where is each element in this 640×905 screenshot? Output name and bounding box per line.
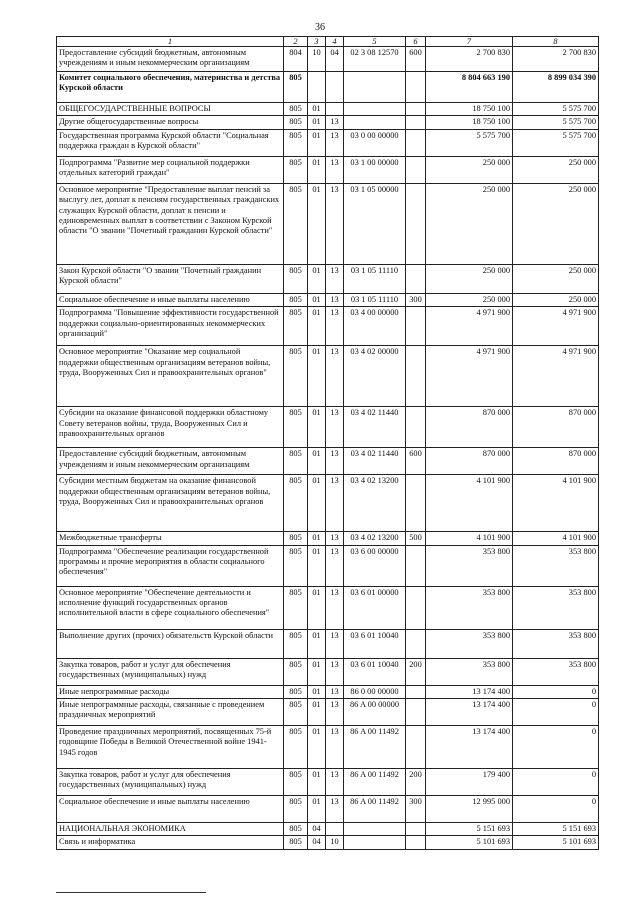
row-code-section: 01: [308, 586, 326, 629]
row-name: Предоставление субсидий бюджетным, автономным учреждениям и иным некоммерческим организациям: [57, 448, 284, 475]
table-row: [57, 307, 599, 346]
row-amount-year2: 5 575 700: [513, 129, 599, 156]
table-row: [57, 586, 599, 629]
row-code-ministry: 805: [284, 796, 308, 823]
row-code-expense-type: [406, 264, 426, 293]
row-amount-year1: 870 000: [426, 448, 513, 475]
row-amount-year1: 13 174 400: [426, 726, 513, 769]
row-code-target: 03 4 02 11440: [344, 407, 406, 448]
row-code-expense-type: 300: [406, 293, 426, 306]
row-code-ministry: 804: [284, 47, 308, 72]
row-code-target: 03 1 05 11110: [344, 264, 406, 293]
table-row: [57, 72, 599, 103]
row-code-ministry: 805: [284, 823, 308, 836]
row-code-subsection: 13: [326, 116, 344, 129]
row-amount-year2: 0: [513, 699, 599, 726]
row-code-subsection: 13: [326, 264, 344, 293]
row-code-section: 04: [308, 836, 326, 849]
row-code-target: 03 6 01 10040: [344, 629, 406, 658]
row-code-subsection: 13: [326, 407, 344, 448]
table-row: [57, 475, 599, 532]
row-code-expense-type: [406, 586, 426, 629]
row-code-expense-type: [406, 629, 426, 658]
row-code-ministry: 805: [284, 658, 308, 685]
row-name: Другие общегосударственные вопросы: [57, 116, 284, 129]
row-code-section: 01: [308, 156, 326, 183]
row-code-section: 01: [308, 448, 326, 475]
row-amount-year2: 353 800: [513, 658, 599, 685]
row-code-section: 01: [308, 545, 326, 586]
row-code-ministry: 805: [284, 586, 308, 629]
row-code-section: 01: [308, 264, 326, 293]
row-code-section: 01: [308, 293, 326, 306]
row-code-target: 03 6 01 10040: [344, 658, 406, 685]
row-amount-year1: 353 800: [426, 658, 513, 685]
table-row: [57, 129, 599, 156]
row-code-subsection: 04: [326, 47, 344, 72]
table-row: [57, 769, 599, 796]
row-code-section: 01: [308, 346, 326, 407]
row-code-ministry: 805: [284, 545, 308, 586]
row-amount-year1: 250 000: [426, 156, 513, 183]
row-code-subsection: 13: [326, 796, 344, 823]
row-code-subsection: 10: [326, 836, 344, 849]
table-row: [57, 156, 599, 183]
table-row: [57, 183, 599, 264]
row-amount-year2: 5 575 700: [513, 116, 599, 129]
row-code-expense-type: 300: [406, 796, 426, 823]
row-code-subsection: 13: [326, 448, 344, 475]
row-code-target: [344, 836, 406, 849]
row-code-subsection: [326, 103, 344, 116]
row-amount-year1: 4 101 900: [426, 532, 513, 545]
row-code-expense-type: 200: [406, 769, 426, 796]
row-code-expense-type: [406, 183, 426, 264]
row-code-subsection: 13: [326, 346, 344, 407]
column-header: 2: [284, 37, 308, 47]
row-amount-year2: 4 971 900: [513, 307, 599, 346]
row-code-section: 01: [308, 685, 326, 698]
row-code-subsection: 13: [326, 475, 344, 532]
row-code-expense-type: 500: [406, 532, 426, 545]
row-code-target: 86 0 00 00000: [344, 685, 406, 698]
table-row: [57, 532, 599, 545]
column-header: 8: [513, 37, 599, 47]
row-name: Основное мероприятие "Предоставление выплат пенсий за выслугу лет, доплат к пенсиям государственных гражданских служащих Курской области, доплат к пенсии и единовременных выплат в соответствии с Законом Курской области "О звании "Почетный гражданин Курской области": [57, 183, 284, 264]
row-amount-year2: 870 000: [513, 448, 599, 475]
row-code-section: 01: [308, 407, 326, 448]
row-name: Закупка товаров, работ и услуг для обеспечения государственных (муниципальных) нужд: [57, 658, 284, 685]
column-header-row: [57, 37, 599, 47]
row-code-target: 03 4 02 11440: [344, 448, 406, 475]
row-code-section: 01: [308, 658, 326, 685]
row-code-section: 01: [308, 307, 326, 346]
row-code-ministry: 805: [284, 448, 308, 475]
row-code-ministry: 805: [284, 629, 308, 658]
row-amount-year2: 5 575 700: [513, 103, 599, 116]
table-row: [57, 264, 599, 293]
row-amount-year1: 250 000: [426, 264, 513, 293]
row-code-expense-type: [406, 346, 426, 407]
table-row: [57, 823, 599, 836]
row-amount-year2: 870 000: [513, 407, 599, 448]
row-code-expense-type: [406, 129, 426, 156]
row-code-expense-type: [406, 475, 426, 532]
row-code-expense-type: [406, 103, 426, 116]
row-code-ministry: 805: [284, 685, 308, 698]
row-code-target: 02 3 08 12570: [344, 47, 406, 72]
row-code-target: 03 1 05 00000: [344, 183, 406, 264]
row-amount-year2: 353 800: [513, 545, 599, 586]
row-amount-year1: 4 971 900: [426, 307, 513, 346]
row-code-expense-type: [406, 545, 426, 586]
row-code-target: 03 1 00 00000: [344, 156, 406, 183]
row-code-target: 86 A 00 11492: [344, 769, 406, 796]
row-code-target: [344, 116, 406, 129]
row-amount-year1: 250 000: [426, 293, 513, 306]
row-code-subsection: 13: [326, 685, 344, 698]
row-amount-year2: 353 800: [513, 629, 599, 658]
row-code-expense-type: [406, 726, 426, 769]
row-amount-year2: 4 971 900: [513, 346, 599, 407]
row-code-expense-type: 200: [406, 658, 426, 685]
row-code-section: 01: [308, 699, 326, 726]
row-code-expense-type: [406, 699, 426, 726]
row-code-target: 86 A 00 00000: [344, 699, 406, 726]
row-amount-year1: 250 000: [426, 183, 513, 264]
row-code-section: 01: [308, 629, 326, 658]
row-code-ministry: 805: [284, 103, 308, 116]
row-code-subsection: 13: [326, 129, 344, 156]
table-row: [57, 448, 599, 475]
row-amount-year2: 5 151 693: [513, 823, 599, 836]
row-amount-year2: 8 899 034 390: [513, 72, 599, 103]
row-code-subsection: [326, 72, 344, 103]
row-code-target: 03 0 00 00000: [344, 129, 406, 156]
row-amount-year1: 5 151 693: [426, 823, 513, 836]
row-name: НАЦИОНАЛЬНАЯ ЭКОНОМИКА: [57, 823, 284, 836]
row-amount-year1: 179 400: [426, 769, 513, 796]
row-code-subsection: 13: [326, 726, 344, 769]
row-code-ministry: 805: [284, 769, 308, 796]
row-code-subsection: 13: [326, 658, 344, 685]
row-code-subsection: [326, 823, 344, 836]
row-code-ministry: 805: [284, 129, 308, 156]
column-header: 1: [57, 37, 284, 47]
row-code-section: 01: [308, 532, 326, 545]
row-code-ministry: 805: [284, 156, 308, 183]
row-amount-year1: 8 804 663 190: [426, 72, 513, 103]
row-code-target: 86 A 00 11492: [344, 726, 406, 769]
row-code-section: 01: [308, 769, 326, 796]
row-name: Субсидии на оказание финансовой поддержки областному Совету ветеранов войны, труда, Вооруженных Сил и правоохранительных органов: [57, 407, 284, 448]
row-code-ministry: 805: [284, 116, 308, 129]
row-amount-year1: 13 174 400: [426, 699, 513, 726]
table-row: [57, 658, 599, 685]
row-code-subsection: 13: [326, 629, 344, 658]
row-code-section: 01: [308, 103, 326, 116]
row-code-expense-type: [406, 72, 426, 103]
row-code-section: 01: [308, 116, 326, 129]
row-name: Государственная программа Курской области "Социальная поддержка граждан в Курской области": [57, 129, 284, 156]
row-name: Иные непрограммные расходы, связанные с проведением праздничных мероприятий: [57, 699, 284, 726]
row-amount-year2: 250 000: [513, 264, 599, 293]
table-row: [57, 545, 599, 586]
row-code-expense-type: [406, 823, 426, 836]
row-name: Подпрограмма "Развитие мер социальной поддержки отдельных категорий граждан": [57, 156, 284, 183]
row-code-ministry: 805: [284, 532, 308, 545]
row-name: ОБЩЕГОСУДАРСТВЕННЫЕ ВОПРОСЫ: [57, 103, 284, 116]
row-amount-year2: 250 000: [513, 293, 599, 306]
row-code-target: 03 4 02 13200: [344, 532, 406, 545]
row-code-ministry: 805: [284, 293, 308, 306]
row-code-target: 03 4 02 13200: [344, 475, 406, 532]
column-header: 5: [344, 37, 406, 47]
row-name: Социальное обеспечение и иные выплаты населению: [57, 293, 284, 306]
row-code-expense-type: 600: [406, 47, 426, 72]
row-amount-year1: 4 101 900: [426, 475, 513, 532]
row-amount-year1: 18 750 100: [426, 116, 513, 129]
row-code-section: 10: [308, 47, 326, 72]
row-name: Закупка товаров, работ и услуг для обеспечения государственных (муниципальных) нужд: [57, 769, 284, 796]
row-amount-year1: 353 800: [426, 545, 513, 586]
row-amount-year2: 250 000: [513, 156, 599, 183]
row-code-subsection: 13: [326, 532, 344, 545]
row-amount-year2: 0: [513, 796, 599, 823]
row-code-ministry: 805: [284, 264, 308, 293]
row-code-ministry: 805: [284, 699, 308, 726]
row-code-subsection: 13: [326, 307, 344, 346]
column-header: 6: [406, 37, 426, 47]
table-row: [57, 407, 599, 448]
table-row: [57, 836, 599, 849]
row-name: Предоставление субсидий бюджетным, автономным учреждениям и иным некоммерческим организациям: [57, 47, 284, 72]
row-code-subsection: 13: [326, 156, 344, 183]
row-code-section: 01: [308, 183, 326, 264]
row-code-target: 03 6 01 00000: [344, 586, 406, 629]
row-name: Основное мероприятие "Оказание мер социальной поддержки общественным организациям ветеранов войны, труда, Вооруженных Сил и правоохранительных органов": [57, 346, 284, 407]
column-header: 4: [326, 37, 344, 47]
row-name: Подпрограмма "Обеспечение реализации государственной программы и прочие мероприятия в области социального обеспечения": [57, 545, 284, 586]
row-amount-year1: 5 101 693: [426, 836, 513, 849]
row-code-subsection: 13: [326, 183, 344, 264]
row-code-subsection: 13: [326, 769, 344, 796]
row-name: Подпрограмма "Повышение эффективности государственной поддержки социально-ориентированных некоммерческих организаций": [57, 307, 284, 346]
row-amount-year2: 5 101 693: [513, 836, 599, 849]
row-code-expense-type: [406, 407, 426, 448]
row-code-section: 01: [308, 129, 326, 156]
row-amount-year1: 12 995 000: [426, 796, 513, 823]
row-code-target: [344, 72, 406, 103]
row-code-target: 03 6 00 00000: [344, 545, 406, 586]
row-code-ministry: 805: [284, 475, 308, 532]
footer-rule: [56, 892, 206, 893]
table-row: [57, 47, 599, 72]
table-row: [57, 116, 599, 129]
row-amount-year1: 870 000: [426, 407, 513, 448]
budget-table: [56, 36, 599, 850]
row-amount-year1: 4 971 900: [426, 346, 513, 407]
row-code-expense-type: [406, 685, 426, 698]
row-code-section: [308, 72, 326, 103]
row-name: Проведение праздничных мероприятий, посвященных 75-й годовщине Победы в Великой Отечественной войне 1941-1945 годов: [57, 726, 284, 769]
row-amount-year2: 4 101 900: [513, 475, 599, 532]
row-amount-year2: 250 000: [513, 183, 599, 264]
row-name: Социальное обеспечение и иные выплаты населению: [57, 796, 284, 823]
row-amount-year1: 13 174 400: [426, 685, 513, 698]
row-amount-year1: 2 700 830: [426, 47, 513, 72]
row-code-subsection: 13: [326, 293, 344, 306]
row-code-target: [344, 823, 406, 836]
table-row: [57, 726, 599, 769]
row-code-ministry: 805: [284, 183, 308, 264]
row-code-section: 04: [308, 823, 326, 836]
column-header: 3: [308, 37, 326, 47]
row-amount-year1: 5 575 700: [426, 129, 513, 156]
row-amount-year2: 0: [513, 685, 599, 698]
row-code-expense-type: [406, 307, 426, 346]
table-row: [57, 796, 599, 823]
row-code-section: 01: [308, 726, 326, 769]
table-row: [57, 346, 599, 407]
row-code-ministry: 805: [284, 72, 308, 103]
row-amount-year1: 18 750 100: [426, 103, 513, 116]
row-amount-year2: 0: [513, 726, 599, 769]
row-amount-year2: 4 101 900: [513, 532, 599, 545]
row-code-target: 03 1 05 11110: [344, 293, 406, 306]
row-code-section: 01: [308, 796, 326, 823]
row-code-ministry: 805: [284, 307, 308, 346]
page-number: 36: [315, 22, 325, 33]
row-name: Субсидии местным бюджетам на оказание финансовой поддержки общественным организациям ветеранов войны, труда, Вооруженных Сил и правоохранительных органов: [57, 475, 284, 532]
row-code-expense-type: [406, 156, 426, 183]
row-code-ministry: 805: [284, 346, 308, 407]
row-code-subsection: 13: [326, 545, 344, 586]
row-name: Иные непрограммные расходы: [57, 685, 284, 698]
row-name: Основное мероприятие "Обеспечение деятельности и исполнение функций государственных органов исполнительной власти в сфере социального обеспечения": [57, 586, 284, 629]
row-code-ministry: 805: [284, 407, 308, 448]
table-row: [57, 685, 599, 698]
row-amount-year2: 353 800: [513, 586, 599, 629]
row-amount-year1: 353 800: [426, 586, 513, 629]
column-header: 7: [426, 37, 513, 47]
table-row: [57, 103, 599, 116]
table-row: [57, 699, 599, 726]
row-code-section: 01: [308, 475, 326, 532]
table-row: [57, 629, 599, 658]
row-code-ministry: 805: [284, 726, 308, 769]
row-code-ministry: 805: [284, 836, 308, 849]
row-amount-year2: 0: [513, 769, 599, 796]
row-name: Выполнение других (прочих) обязательств Курской области: [57, 629, 284, 658]
row-amount-year1: 353 800: [426, 629, 513, 658]
row-name: Межбюджетные трансферты: [57, 532, 284, 545]
row-code-target: 03 4 02 00000: [344, 346, 406, 407]
row-code-expense-type: [406, 836, 426, 849]
row-code-expense-type: 600: [406, 448, 426, 475]
table-row: [57, 293, 599, 306]
row-name: Связь и информатика: [57, 836, 284, 849]
row-name: Закон Курской области "О звании "Почетный гражданин Курской области": [57, 264, 284, 293]
row-code-subsection: 13: [326, 699, 344, 726]
row-code-target: 86 A 00 11492: [344, 796, 406, 823]
row-code-subsection: 13: [326, 586, 344, 629]
row-name: Комитет социального обеспечения, материнства и детства Курской области: [57, 72, 284, 103]
row-code-target: [344, 103, 406, 116]
row-code-target: 03 4 00 00000: [344, 307, 406, 346]
row-amount-year2: 2 700 830: [513, 47, 599, 72]
row-code-expense-type: [406, 116, 426, 129]
